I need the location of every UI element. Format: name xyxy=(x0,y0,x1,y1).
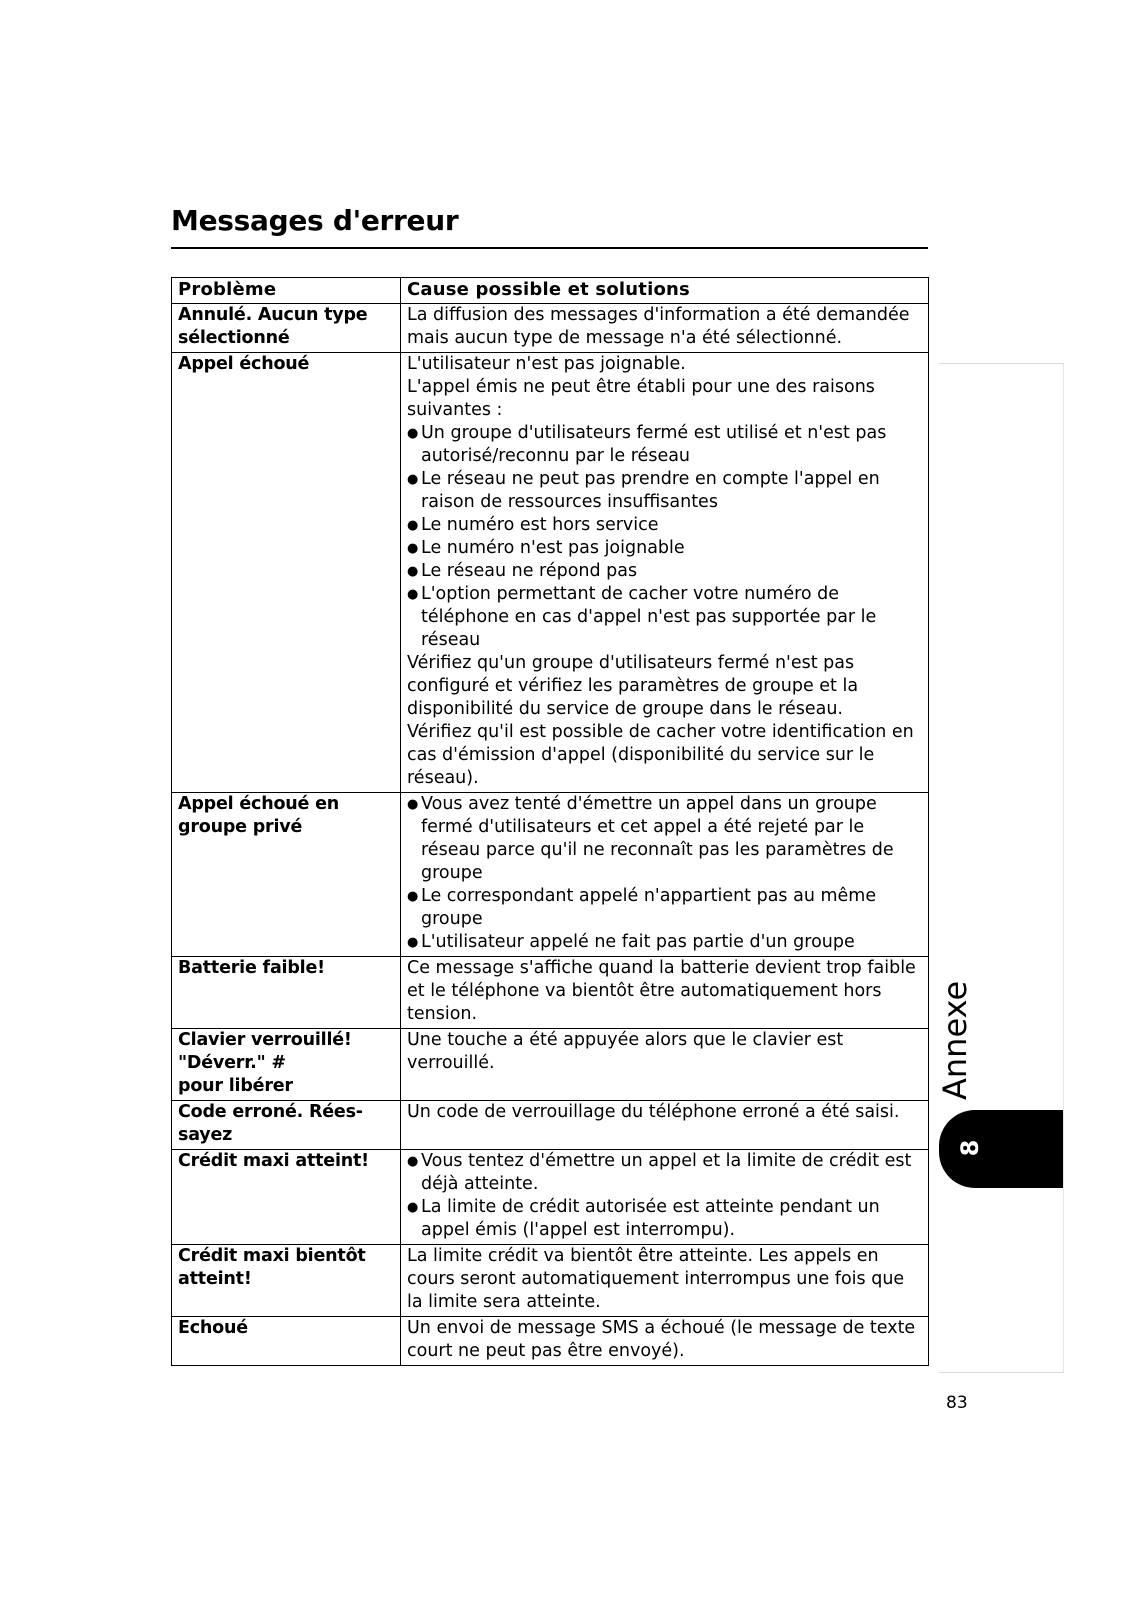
bullet-item xyxy=(407,885,925,931)
problem-cell: Batterie faible! xyxy=(172,957,401,1029)
table-row xyxy=(172,793,929,957)
side-thumb-index xyxy=(939,363,1064,1373)
bullet-text: Le numéro n'est pas joignable xyxy=(421,538,685,558)
bullet-icon: ● xyxy=(407,1200,419,1215)
table-row xyxy=(172,1317,929,1366)
cause-cell xyxy=(401,1150,929,1245)
bullet-icon: ● xyxy=(407,889,419,904)
table-row xyxy=(172,1245,929,1317)
cause-cell xyxy=(401,304,929,353)
table-row xyxy=(172,353,929,793)
header-cause: Cause possible et solutions xyxy=(401,278,929,304)
bullet-item xyxy=(407,931,925,954)
cause-text: Ce message s'affiche quand la batterie devient trop faible et le téléphone va bientôt être automatiquement hors tension. xyxy=(407,958,916,1024)
table-row xyxy=(172,957,929,1029)
table-row xyxy=(172,1150,929,1245)
cause-cell xyxy=(401,1245,929,1317)
cause-cell xyxy=(401,957,929,1029)
cause-text: La limite crédit va bientôt être atteinte. Les appels en cours seront automatiquement interrompus une fois que la limite sera atteinte. xyxy=(407,1246,905,1312)
section-label: Annexe xyxy=(936,980,974,1100)
bullet-text: Vous tentez d'émettre un appel et la limite de crédit est déjà atteinte. xyxy=(421,1151,912,1194)
table-body xyxy=(172,304,929,1366)
cause-text: Vérifiez qu'il est possible de cacher votre identification en cas d'émission d'appel (disponibilité du service sur le réseau). xyxy=(407,722,914,788)
table-row xyxy=(172,304,929,353)
problem-cell: Appel échoué en groupe privé xyxy=(172,793,401,957)
bullet-icon: ● xyxy=(407,1154,419,1169)
bullet-item xyxy=(407,1150,925,1196)
bullet-item xyxy=(407,583,925,652)
bullet-text: Le réseau ne peut pas prendre en compte l'appel en raison de ressources insuffisantes xyxy=(421,469,880,512)
problem-cell: Appel échoué xyxy=(172,353,401,793)
chapter-number: 8 xyxy=(956,1139,984,1157)
bullet-item xyxy=(407,422,925,468)
bullet-icon: ● xyxy=(407,564,419,579)
cause-cell xyxy=(401,1317,929,1366)
bullet-text: Le réseau ne répond pas xyxy=(421,561,638,581)
bullet-text: L'option permettant de cacher votre numéro de téléphone en cas d'appel n'est pas supportée par le réseau xyxy=(421,584,877,650)
problem-cell: Echoué xyxy=(172,1317,401,1366)
bullet-item xyxy=(407,793,925,885)
cause-text: L'utilisateur n'est pas joignable. xyxy=(407,354,686,374)
title-underline xyxy=(171,247,928,249)
bullet-text: Un groupe d'utilisateurs fermé est utilisé et n'est pas autorisé/reconnu par le réseau xyxy=(421,423,887,466)
table-header-row xyxy=(172,278,929,304)
error-messages-table xyxy=(171,277,929,1366)
cause-cell xyxy=(401,793,929,957)
bullet-icon: ● xyxy=(407,797,419,812)
bullet-item xyxy=(407,514,925,537)
bullet-icon: ● xyxy=(407,472,419,487)
table-row xyxy=(172,1029,929,1101)
cause-cell xyxy=(401,1029,929,1101)
problem-cell: Clavier verrouillé! "Déverr." # pour libérer xyxy=(172,1029,401,1101)
bullet-item xyxy=(407,1196,925,1242)
cause-text: La diffusion des messages d'information a été demandée mais aucun type de message n'a été sélectionné. xyxy=(407,305,910,348)
page-title: Messages d'erreur xyxy=(171,204,459,237)
cause-text: Vérifiez qu'un groupe d'utilisateurs fermé n'est pas configuré et vérifiez les paramètres de groupe et la disponibilité du service de groupe dans le réseau. xyxy=(407,653,859,719)
bullet-text: L'utilisateur appelé ne fait pas partie d'un groupe xyxy=(421,932,855,952)
problem-cell: Crédit maxi bientôt atteint! xyxy=(172,1245,401,1317)
header-problem: Problème xyxy=(172,278,401,304)
bullet-text: La limite de crédit autorisée est atteinte pendant un appel émis (l'appel est interrompu). xyxy=(421,1197,880,1240)
bullet-text: Le correspondant appelé n'appartient pas au même groupe xyxy=(421,886,877,929)
bullet-item xyxy=(407,560,925,583)
bullet-text: Le numéro est hors service xyxy=(421,515,659,535)
bullet-icon: ● xyxy=(407,541,419,556)
problem-cell: Crédit maxi atteint! xyxy=(172,1150,401,1245)
problem-cell: Code erroné. Rées- sayez xyxy=(172,1101,401,1150)
bullet-icon: ● xyxy=(407,587,419,602)
bullet-icon: ● xyxy=(407,518,419,533)
table-row xyxy=(172,1101,929,1150)
cause-text: Un envoi de message SMS a échoué (le message de texte court ne peut pas être envoyé). xyxy=(407,1318,916,1361)
cause-cell xyxy=(401,353,929,793)
page-number: 83 xyxy=(946,1393,968,1413)
cause-text: Une touche a été appuyée alors que le clavier est verrouillé. xyxy=(407,1030,844,1073)
bullet-icon: ● xyxy=(407,935,419,950)
bullet-item xyxy=(407,537,925,560)
cause-cell xyxy=(401,1101,929,1150)
bullet-icon: ● xyxy=(407,426,419,441)
cause-text: L'appel émis ne peut être établi pour une des raisons suivantes : xyxy=(407,377,875,420)
bullet-item xyxy=(407,468,925,514)
cause-text: Un code de verrouillage du téléphone erroné a été saisi. xyxy=(407,1102,900,1122)
bullet-text: Vous avez tenté d'émettre un appel dans un groupe fermé d'utilisateurs et cet appel a été rejeté par le réseau parce qu'il ne reconnaît pas les paramètres de groupe xyxy=(421,794,894,883)
problem-cell: Annulé. Aucun type sélectionné xyxy=(172,304,401,353)
